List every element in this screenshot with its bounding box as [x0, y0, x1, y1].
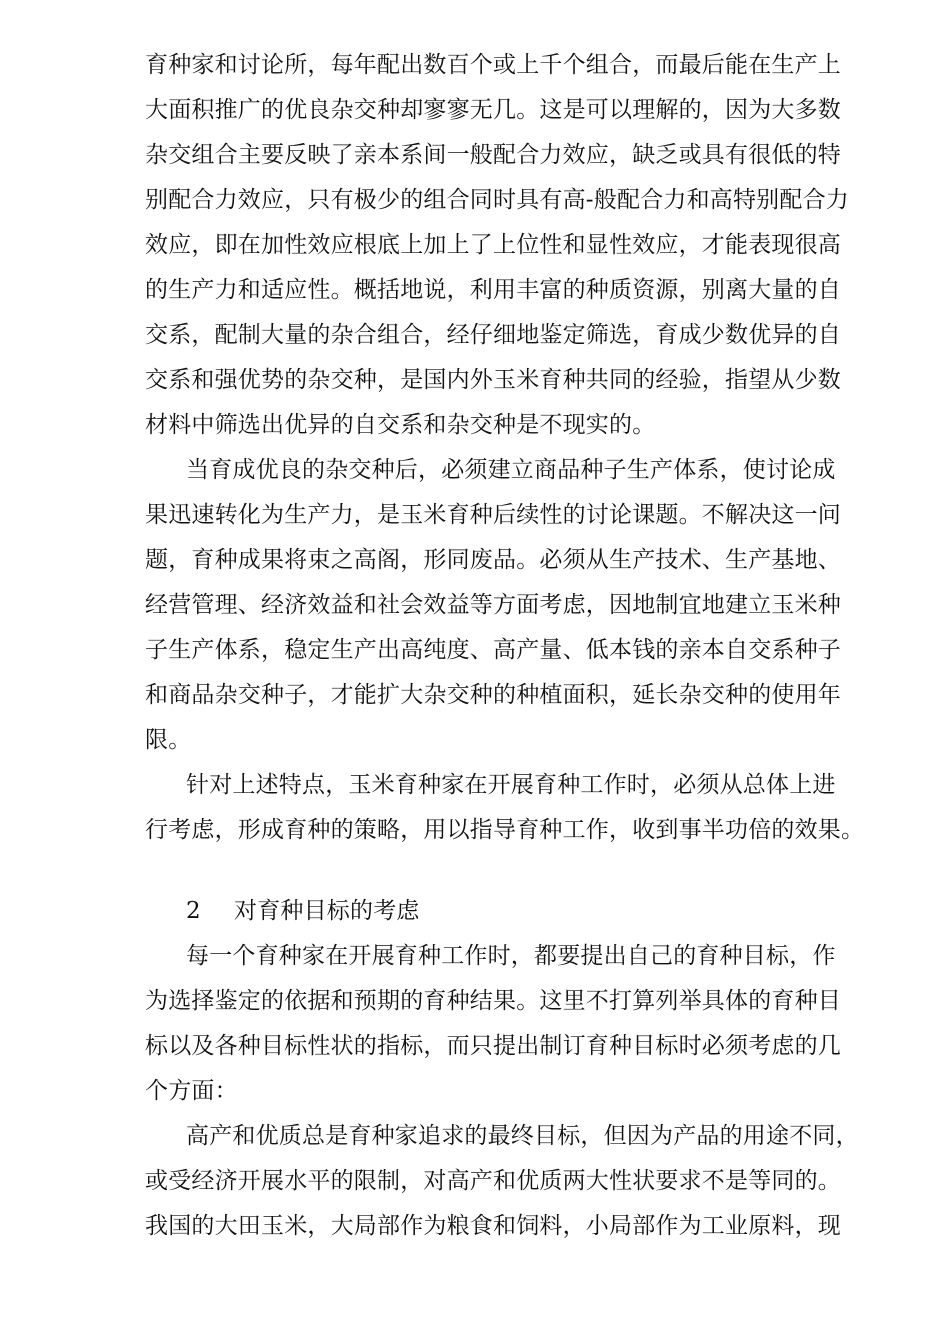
- section-paragraph-1-line-4: 个方面：: [145, 1078, 238, 1104]
- paragraph-2-line-7: 限。: [145, 727, 192, 753]
- section-paragraph-1-line-1: 每一个育种家在开展育种工作时，都要提出自己的育种目标，作: [186, 943, 836, 969]
- paragraph-2-line-1: 当育成优良的杂交种后，必须建立商品种子生产体系，使讨论成: [186, 457, 836, 483]
- paragraph-2-line-4: 经营管理、经济效益和社会效益等方面考虑，因地制宜地建立玉米种: [145, 592, 841, 618]
- paragraph-1-line-5: 效应，即在加性效应根底上加上了上位性和显性效应，才能表现很高: [145, 232, 841, 258]
- paragraph-2-line-2: 果迅速转化为生产力，是玉米育种后续性的讨论课题。不解决这一问: [145, 502, 841, 528]
- paragraph-1-line-9: 材料中筛选出优异的自交系和杂交种是不现实的。: [145, 412, 656, 438]
- section-paragraph-2-line-2: 或受经济开展水平的限制，对高产和优质两大性状要求不是等同的。: [145, 1168, 841, 1194]
- paragraph-2-line-5: 子生产体系，稳定生产出高纯度、高产量、低本钱的亲本自交系种子: [145, 637, 841, 663]
- section-number: 2: [186, 898, 201, 924]
- paragraph-2-line-3: 题，育种成果将束之高阁，形同废品。必须从生产技术、生产基地、: [145, 547, 841, 573]
- section-paragraph-2-line-3: 我国的大田玉米，大局部作为粮食和饲料，小局部作为工业原料，现: [145, 1213, 841, 1239]
- section-paragraph-1-line-3: 标以及各种目标性状的指标，而只提出制订育种目标时必须考虑的几: [145, 1033, 841, 1059]
- paragraph-1-line-6: 的生产力和适应性。概括地说，利用丰富的种质资源，别离大量的自: [145, 277, 841, 303]
- section-paragraph-1-line-2: 为选择鉴定的依据和预期的育种结果。这里不打算列举具体的育种目: [145, 988, 841, 1014]
- paragraph-1-line-1: 育种家和讨论所，每年配出数百个或上千个组合，而最后能在生产上: [145, 52, 841, 78]
- paragraph-2-line-6: 和商品杂交种子，才能扩大杂交种的种植面积，延长杂交种的使用年: [145, 682, 841, 708]
- paragraph-1-line-8: 交系和强优势的杂交种，是国内外玉米育种共同的经验，指望从少数: [145, 367, 841, 393]
- section-heading: [186, 894, 420, 928]
- paragraph-1-line-2: 大面积推广的优良杂交种却寥寥无几。这是可以理解的，因为大多数: [145, 97, 841, 123]
- paragraph-3-line-2: 行考虑，形成育种的策略，用以指导育种工作，收到事半功倍的效果。: [145, 817, 865, 843]
- paragraph-1-line-7: 交系，配制大量的杂合组合，经仔细地鉴定筛选，育成少数优异的自: [145, 322, 841, 348]
- section-paragraph-2-line-1: 高产和优质总是育种家追求的最终目标，但因为产品的用途不同，: [186, 1123, 859, 1149]
- paragraph-1-line-3: 杂交组合主要反映了亲本系间一般配合力效应，缺乏或具有很低的特: [145, 142, 841, 168]
- section-title: 对育种目标的考虑: [234, 898, 420, 924]
- paragraph-1-line-4: 别配合力效应，只有极少的组合同时具有高-般配合力和高特别配合力: [145, 187, 849, 213]
- paragraph-3-line-1: 针对上述特点，玉米育种家在开展育种工作时，必须从总体上进: [186, 772, 836, 798]
